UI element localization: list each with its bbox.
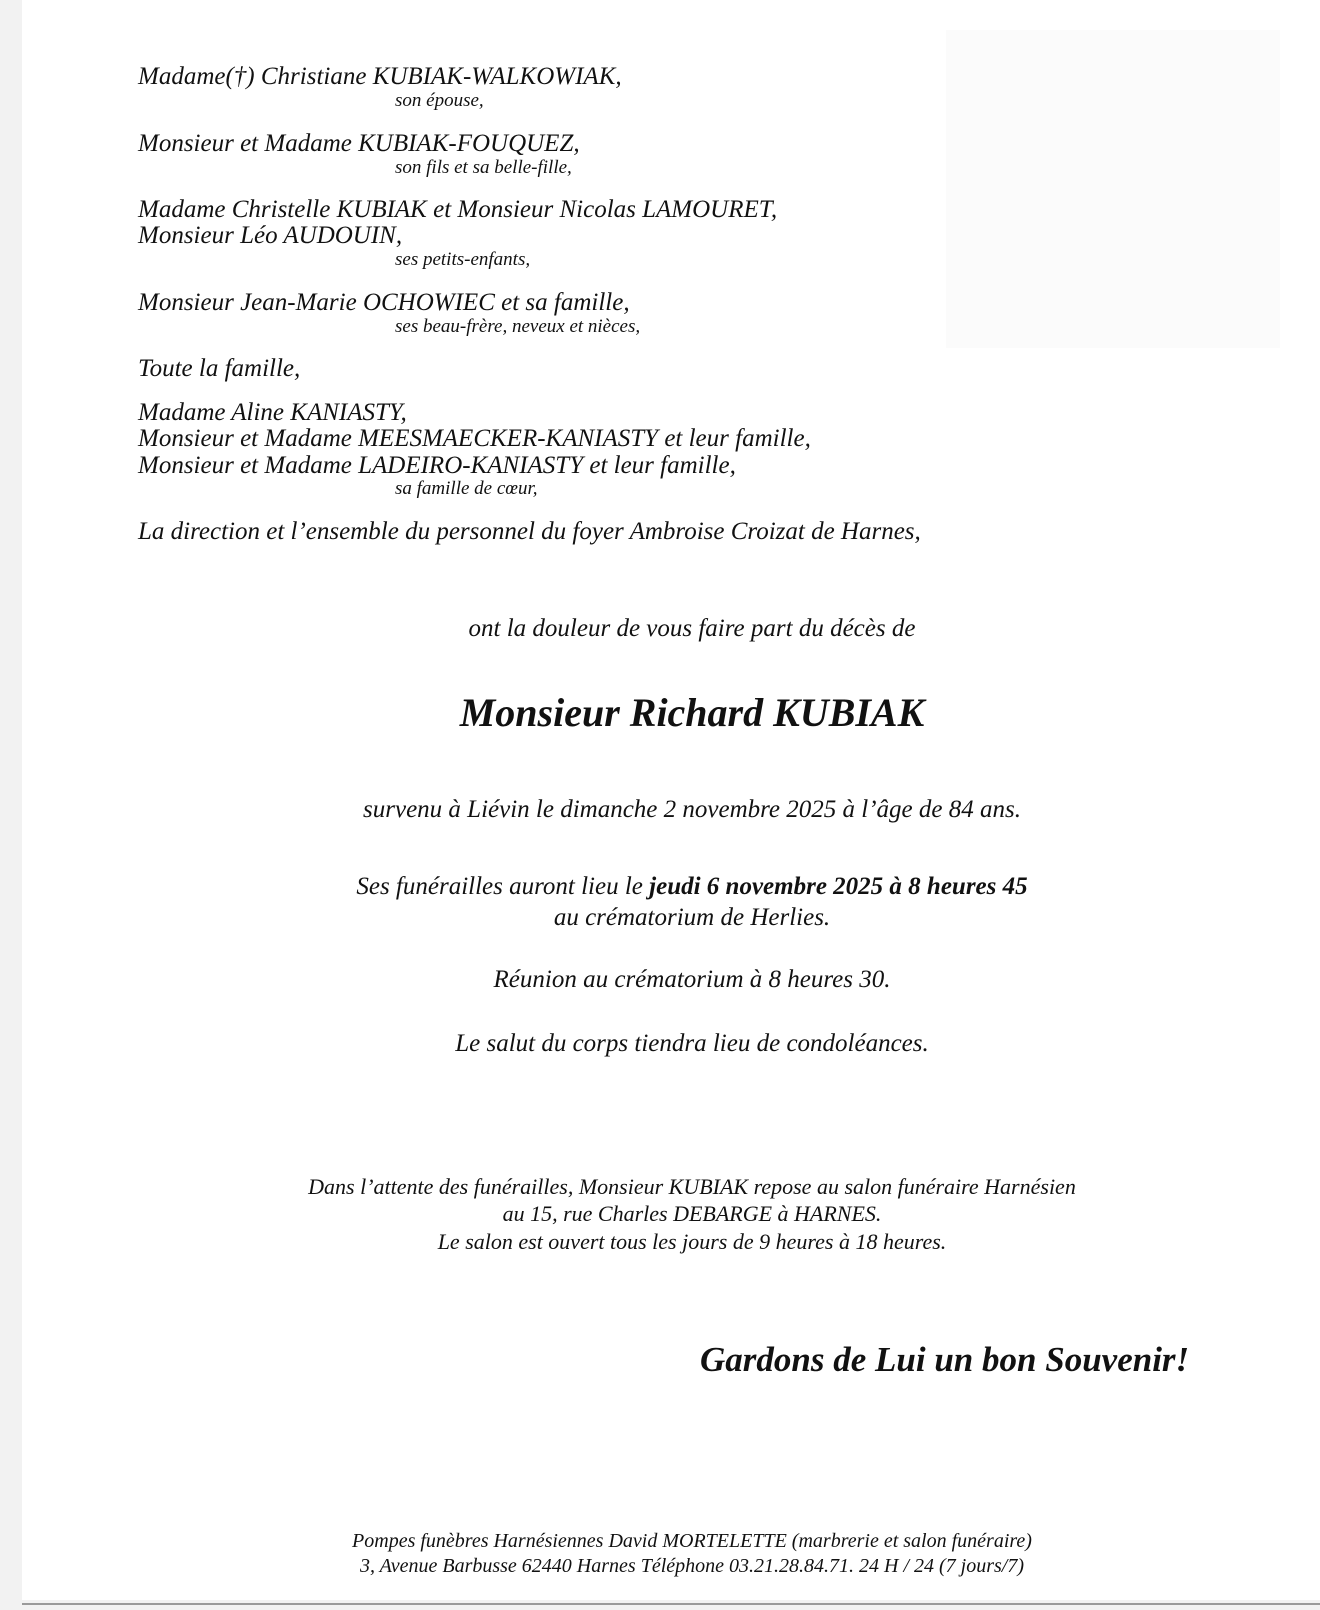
family-grandchildren-line1: Madame Christelle KUBIAK et Monsieur Nicolas LAMOURET, (138, 196, 778, 223)
family-inlaws-relation: ses beau-frère, neveux et nièces, (395, 316, 641, 337)
funeral-date: jeudi 6 novembre 2025 à 8 heures 45 (649, 873, 1028, 900)
family-spouse-name: Madame(†) Christiane KUBIAK-WALKOWIAK, (138, 63, 622, 90)
page-bottom-border (22, 1603, 1320, 1605)
footer-line2: 3, Avenue Barbusse 62440 Harnes Téléphone 03.21.28.84.71. 24 H / 24 (7 jours/7) (359, 1555, 1025, 1577)
viewing-line3: Le salon est ouvert tous les jours de 9 heures à 18 heures. (437, 1229, 947, 1254)
motto: Gardons de Lui un bon Souvenir! (700, 1340, 1190, 1379)
funeral-prefix: Ses funérailles auront lieu le (356, 873, 650, 900)
photo-placeholder (946, 30, 1280, 348)
family-son-relation: son fils et sa belle-fille, (395, 157, 572, 178)
family-heart-line3: Monsieur et Madame LADEIRO-KANIASTY et leur famille, (138, 452, 736, 479)
meeting-info: Réunion au crématorium à 8 heures 30. (493, 966, 891, 993)
condolences-info: Le salut du corps tiendra lieu de condoléances. (455, 1030, 929, 1057)
family-all: Toute la famille, (138, 355, 301, 382)
funeral-place: au crématorium de Herlies. (553, 904, 831, 931)
family-heart-line2: Monsieur et Madame MEESMAECKER-KANIASTY et leur famille, (138, 425, 811, 452)
funeral-date-line (0, 872, 1320, 902)
viewing-line2: au 15, rue Charles DEBARGE à HARNES. (502, 1201, 882, 1226)
family-inlaws-name: Monsieur Jean-Marie OCHOWIEC et sa famille, (138, 289, 630, 316)
family-grandchildren-relation: ses petits-enfants, (395, 249, 531, 270)
deceased-name: Monsieur Richard KUBIAK (459, 690, 925, 735)
family-heart-line1: Madame Aline KANIASTY, (138, 399, 407, 426)
death-info: survenu à Liévin le dimanche 2 novembre 2025 à l’âge de 84 ans. (363, 796, 1021, 823)
footer-line1: Pompes funèbres Harnésiennes David MORTELETTE (marbrerie et salon funéraire) (352, 1530, 1032, 1552)
family-son-name: Monsieur et Madame KUBIAK-FOUQUEZ, (138, 130, 580, 157)
family-grandchildren-line2: Monsieur Léo AUDOUIN, (138, 222, 403, 249)
family-heart-relation: sa famille de cœur, (395, 478, 538, 499)
family-spouse-relation: son épouse, (395, 90, 484, 111)
announcement-text: ont la douleur de vous faire part du décès de (468, 615, 916, 642)
viewing-line1: Dans l’attente des funérailles, Monsieur KUBIAK repose au salon funéraire Harnésien (308, 1174, 1076, 1199)
family-staff: La direction et l’ensemble du personnel du foyer Ambroise Croizat de Harnes, (138, 518, 921, 545)
